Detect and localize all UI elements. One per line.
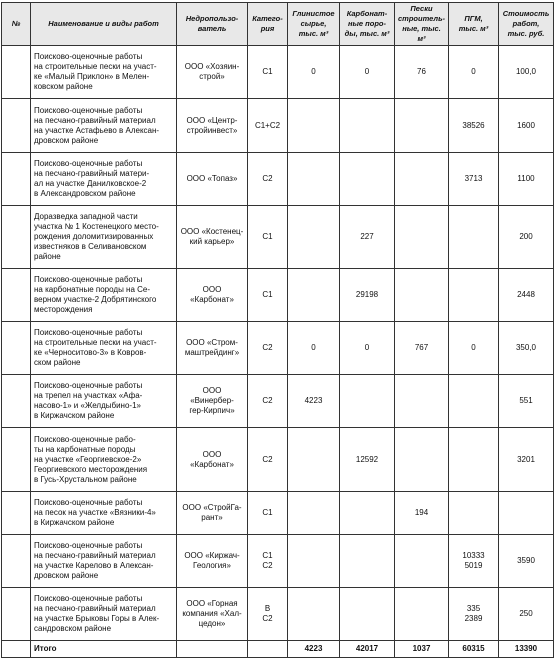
row-user: ООО «Карбонат»	[177, 269, 248, 322]
total-pgm: 60315	[449, 641, 499, 658]
row-pgm: 0	[449, 46, 499, 99]
row-cost: 3590	[499, 535, 554, 588]
row-category: С2	[248, 153, 288, 206]
header-name: Наименование и виды работ	[31, 3, 177, 46]
row-user: ООО «Киржач- Геология»	[177, 535, 248, 588]
header-num: №	[2, 3, 31, 46]
row-user: ООО «Стром- маштрейдинг»	[177, 322, 248, 375]
header-clay: Глинистое сырье, тыс. м³	[288, 3, 340, 46]
row-num	[2, 46, 31, 99]
total-num	[2, 641, 31, 658]
row-cost: 250	[499, 588, 554, 641]
row-carbonate: 0	[340, 46, 395, 99]
row-num	[2, 588, 31, 641]
header-user: Недропользо- ватель	[177, 3, 248, 46]
total-cost: 13390	[499, 641, 554, 658]
row-category: С1	[248, 492, 288, 535]
row-num	[2, 375, 31, 428]
row-pgm: 335 2389	[449, 588, 499, 641]
row-sand: 76	[395, 46, 449, 99]
row-sand	[395, 153, 449, 206]
row-carbonate	[340, 99, 395, 153]
row-carbonate	[340, 492, 395, 535]
row-pgm: 38526	[449, 99, 499, 153]
row-num	[2, 535, 31, 588]
row-name: Поисково-оценочные работы на строительные пески на участ- ке «Малый Приклон» в Мелен- ковском районе	[31, 46, 177, 99]
row-clay: 4223	[288, 375, 340, 428]
row-category: С1	[248, 206, 288, 269]
row-pgm	[449, 428, 499, 492]
row-category: С2	[248, 375, 288, 428]
row-carbonate: 29198	[340, 269, 395, 322]
row-cost: 200	[499, 206, 554, 269]
total-clay: 4223	[288, 641, 340, 658]
table-row	[2, 428, 554, 492]
row-category: В С2	[248, 588, 288, 641]
row-clay	[288, 535, 340, 588]
table-row	[2, 588, 554, 641]
row-user: ООО «Карбонат»	[177, 428, 248, 492]
row-sand	[395, 375, 449, 428]
header-pgm: ПГМ, тыс. м³	[449, 3, 499, 46]
total-category	[248, 641, 288, 658]
table-row	[2, 206, 554, 269]
row-clay	[288, 153, 340, 206]
row-num	[2, 428, 31, 492]
table-row	[2, 46, 554, 99]
works-table	[1, 2, 554, 658]
row-cost: 350,0	[499, 322, 554, 375]
row-sand: 194	[395, 492, 449, 535]
total-row	[2, 641, 554, 658]
row-clay	[288, 428, 340, 492]
row-sand	[395, 588, 449, 641]
row-name: Поисково-оценочные работы на песчано-гравийный материал на участке Брыковы Горы в Алек- сандровском районе	[31, 588, 177, 641]
row-user: ООО «СтройГа- рант»	[177, 492, 248, 535]
row-carbonate	[340, 535, 395, 588]
row-user: ООО «Костенец- кий карьер»	[177, 206, 248, 269]
row-user: ООО «Топаз»	[177, 153, 248, 206]
row-clay	[288, 99, 340, 153]
header-sand: Пески строитель- ные, тыс. м³	[395, 3, 449, 46]
row-clay	[288, 269, 340, 322]
row-cost: 1600	[499, 99, 554, 153]
row-category: С1+С2	[248, 99, 288, 153]
row-name: Доразведка западной части участка № 1 Костенецкого место- рождения доломитизированных известняков в Селивановском районе	[31, 206, 177, 269]
table-row	[2, 492, 554, 535]
row-clay	[288, 492, 340, 535]
row-carbonate	[340, 588, 395, 641]
row-num	[2, 322, 31, 375]
row-sand	[395, 269, 449, 322]
row-pgm: 10333 5019	[449, 535, 499, 588]
row-sand	[395, 206, 449, 269]
row-user: ООО «Винербер- гер-Кирпич»	[177, 375, 248, 428]
row-cost: 2448	[499, 269, 554, 322]
row-num	[2, 206, 31, 269]
row-cost: 3201	[499, 428, 554, 492]
row-name: Поисково-оценочные работы на песчано-гравийный материал на участке Карелово в Алексан- дровском районе	[31, 535, 177, 588]
row-num	[2, 269, 31, 322]
row-carbonate: 12592	[340, 428, 395, 492]
row-carbonate: 0	[340, 322, 395, 375]
row-num	[2, 492, 31, 535]
table-row	[2, 153, 554, 206]
row-category: С1	[248, 269, 288, 322]
table-row	[2, 375, 554, 428]
header-category: Катего- рия	[248, 3, 288, 46]
row-clay	[288, 588, 340, 641]
total-user	[177, 641, 248, 658]
row-pgm	[449, 375, 499, 428]
row-pgm: 3713	[449, 153, 499, 206]
row-name: Поисково-оценочные рабо- ты на карбонатные породы на участке «Георгиевское-2» Георгиевского месторождения в Гусь-Хрустальном районе	[31, 428, 177, 492]
row-name: Поисково-оценочные работы на трепел на участках «Афа- насово-1» и «Желдыбино-1» в Киржачском районе	[31, 375, 177, 428]
row-pgm: 0	[449, 322, 499, 375]
table-row	[2, 269, 554, 322]
row-name: Поисково-оценочные работы на песок на участке «Вязники-4» в Киржачском районе	[31, 492, 177, 535]
row-pgm	[449, 206, 499, 269]
row-sand	[395, 428, 449, 492]
row-sand	[395, 535, 449, 588]
row-clay: 0	[288, 46, 340, 99]
row-sand	[395, 99, 449, 153]
row-category: С1	[248, 46, 288, 99]
row-name: Поисково-оценочные работы на песчано-гравийный материал на участке Астафьево в Алексан- дровском районе	[31, 99, 177, 153]
row-user: ООО «Хозяин- строй»	[177, 46, 248, 99]
row-sand: 767	[395, 322, 449, 375]
row-carbonate	[340, 375, 395, 428]
row-clay: 0	[288, 322, 340, 375]
row-category: С2	[248, 428, 288, 492]
header-carbonate: Карбонат- ные поро- ды, тыс. м³	[340, 3, 395, 46]
row-num	[2, 153, 31, 206]
row-name: Поисково-оценочные работы на карбонатные породы на Се- верном участке-2 Добрятинского месторождения	[31, 269, 177, 322]
table-row	[2, 535, 554, 588]
row-num	[2, 99, 31, 153]
row-cost	[499, 492, 554, 535]
row-category: С2	[248, 322, 288, 375]
row-pgm	[449, 492, 499, 535]
row-user: ООО «Горная компания «Хал- цедон»	[177, 588, 248, 641]
row-name: Поисково-оценочные работы на песчано-гравийный матери- ал на участке Данилковское-2 в Александровском районе	[31, 153, 177, 206]
row-pgm	[449, 269, 499, 322]
table-row	[2, 322, 554, 375]
total-carbonate: 42017	[340, 641, 395, 658]
row-clay	[288, 206, 340, 269]
row-cost: 100,0	[499, 46, 554, 99]
row-cost: 1100	[499, 153, 554, 206]
table-row	[2, 99, 554, 153]
row-user: ООО «Центр- стройинвест»	[177, 99, 248, 153]
header-row	[2, 3, 554, 46]
row-cost: 551	[499, 375, 554, 428]
row-category: С1 С2	[248, 535, 288, 588]
row-carbonate: 227	[340, 206, 395, 269]
row-name: Поисково-оценочные работы на строительные пески на участ- ке «Черноситово-3» в Ковров- ском районе	[31, 322, 177, 375]
header-cost: Стоимость работ, тыс. руб.	[499, 3, 554, 46]
total-sand: 1037	[395, 641, 449, 658]
row-carbonate	[340, 153, 395, 206]
total-label: Итого	[31, 641, 177, 658]
